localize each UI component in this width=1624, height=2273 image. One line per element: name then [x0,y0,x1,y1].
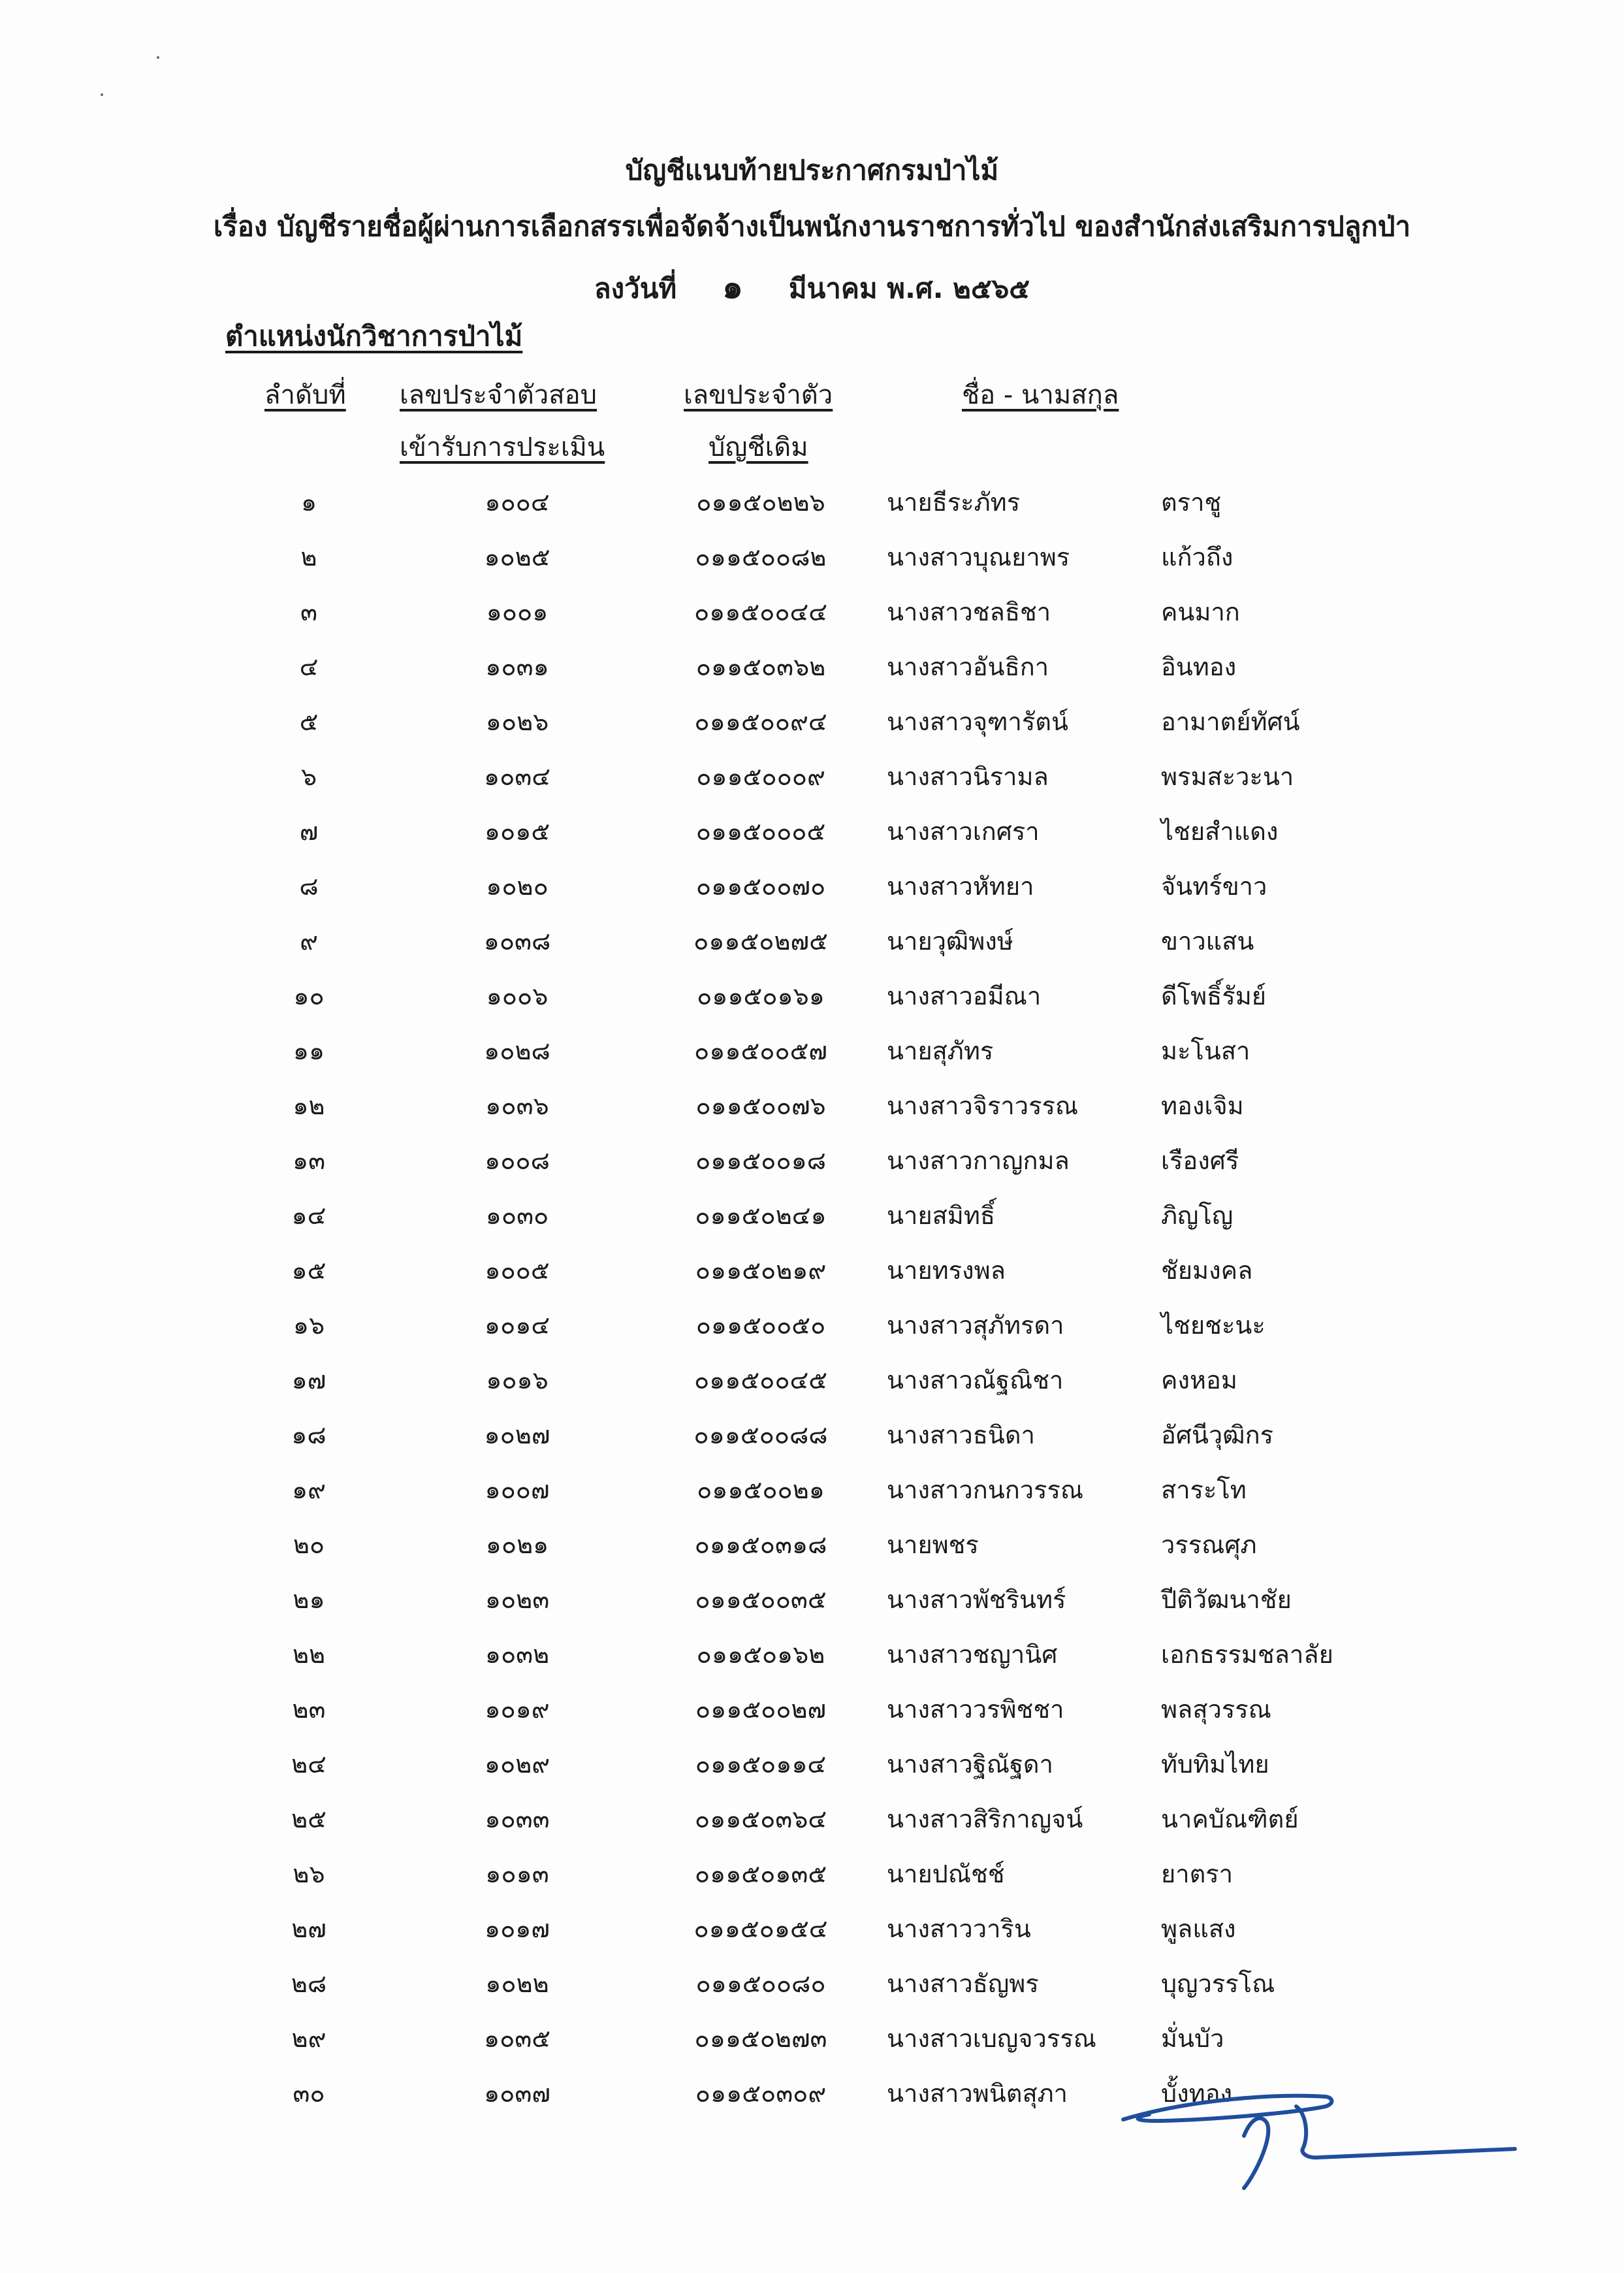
row-first-name: นางสาววาริน [887,1914,1031,1943]
row-order: ๒ [300,543,317,572]
row-last-name: เรืองศรี [1161,1146,1239,1175]
row-last-name: วรรณศุภ [1161,1530,1257,1559]
row-order: ๑๒ [293,1091,325,1120]
document-title: บัญชีแนบท้ายประกาศกรมป่าไม้ [625,154,999,186]
row-exam-id: ๑๐๓๓ [485,1805,550,1833]
row-order: ๑๕ [291,1256,326,1285]
row-order: ๒๔ [291,1750,326,1779]
row-old-id: ๐๑๑๕๐๐๑๘ [695,1146,827,1175]
row-old-id: ๐๑๑๕๐๐๘๐ [695,1969,826,1998]
row-last-name: ยาตรา [1161,1860,1234,1888]
row-order: ๒๙ [291,2024,326,2053]
row-first-name: นางสาวชลธิชา [887,598,1051,626]
row-last-name: เอกธรรมชลาลัย [1161,1640,1333,1669]
row-last-name: นาคบัณฑิตย์ [1161,1805,1299,1833]
row-order: ๑๗ [291,1366,326,1394]
row-last-name: ไชยสำแดง [1161,817,1279,846]
row-order: ๗ [299,817,319,846]
row-old-id: ๐๑๑๕๐๐๔๔ [693,598,828,626]
column-header-order: ลำดับที่ [264,380,346,410]
row-first-name: นายธีระภัทร [887,488,1021,517]
row-old-id: ๐๑๑๕๐๐๓๕ [695,1585,827,1614]
row-old-id: ๐๑๑๕๐๑๓๕ [694,1860,827,1888]
column-header-exam-id-line1: เลขประจำตัวสอบ [400,380,597,410]
row-exam-id: ๑๐๑๕ [484,817,550,846]
row-order: ๑๖ [293,1311,325,1340]
row-first-name: นางสาวอันธิกา [887,653,1049,681]
position-title: ตำแหน่งนักวิชาการป่าไม้ [225,320,523,352]
row-last-name: จันทร์ขาว [1161,872,1267,901]
row-order: ๒๓ [292,1695,326,1724]
row-first-name: นางสาววรพิชชา [887,1695,1064,1724]
row-first-name: นายปณัชช์ [887,1860,1005,1888]
row-old-id: ๐๑๑๕๐๑๖๑ [697,982,825,1010]
row-old-id: ๐๑๑๕๐๑๖๒ [696,1640,825,1669]
row-exam-id: ๑๐๑๓ [485,1860,549,1888]
row-order: ๒๕ [291,1805,326,1833]
row-order: ๖ [300,762,317,791]
row-order: ๑๑ [293,1037,325,1065]
row-last-name: สาระโท [1161,1475,1247,1504]
row-old-id: ๐๑๑๕๐๒๒๖ [696,488,825,517]
row-last-name: คงหอม [1161,1366,1237,1394]
date-day: ๑ [722,268,743,306]
scan-speck [101,93,103,96]
row-exam-id: ๑๐๓๗ [484,2079,550,2108]
row-order: ๒๑ [293,1585,325,1614]
row-order: ๑๘ [291,1421,326,1449]
row-old-id: ๐๑๑๕๐๑๑๔ [695,1750,827,1779]
row-first-name: นางสาวเกศรา [887,817,1040,846]
row-last-name: มั่นบัว [1161,2024,1224,2053]
row-first-name: นางสาวนิรามล [887,762,1049,791]
scan-speck [157,56,159,59]
row-old-id: ๐๑๑๕๐๑๕๔ [693,1914,828,1943]
row-old-id: ๐๑๑๕๐๐๔๕ [693,1366,828,1394]
row-old-id: ๐๑๑๕๐๐๗๐ [695,872,826,901]
row-last-name: คนมาก [1161,598,1240,626]
row-old-id: ๐๑๑๕๐๐๐๕ [695,817,826,846]
row-exam-id: ๑๐๑๗ [484,1914,550,1943]
row-exam-id: ๑๐๐๘ [485,1146,550,1175]
row-exam-id: ๑๐๒๘ [484,1037,550,1065]
row-order: ๑๙ [292,1475,326,1504]
row-first-name: นางสาวธนิดา [887,1421,1035,1449]
document-date [0,261,1624,313]
row-old-id: ๐๑๑๕๐๐๐๙ [696,762,825,791]
column-header-old-id-line2: บัญชีเดิม [709,432,808,462]
row-exam-id: ๑๐๒๕ [484,543,550,572]
row-old-id: ๐๑๑๕๐๓๐๙ [695,2079,827,2108]
row-last-name: ไชยชะนะ [1161,1311,1266,1340]
row-old-id: ๐๑๑๕๐๐๒๗ [695,1695,827,1724]
row-last-name: แก้วถึง [1161,543,1234,572]
row-order: ๑๐ [293,982,325,1010]
row-last-name: พูลแสง [1161,1914,1236,1943]
row-last-name: ชัยมงคล [1161,1256,1253,1285]
row-old-id: ๐๑๑๕๐๐๙๔ [694,707,827,736]
row-last-name: ปีติวัฒนาชัย [1161,1585,1292,1614]
row-last-name: อามาตย์ทัศน์ [1161,707,1300,736]
row-last-name: มะโนสา [1161,1037,1250,1065]
row-exam-id: ๑๐๓๕ [483,2024,551,2053]
row-last-name: ดีโพธิ์รัมย์ [1161,982,1267,1010]
row-order: ๒๗ [291,1914,326,1943]
row-order: ๒๘ [291,1969,327,1998]
row-last-name: พรมสะวะนา [1161,762,1294,791]
row-old-id: ๐๑๑๕๐๐๘๘ [693,1421,828,1449]
row-exam-id: ๑๐๑๙ [485,1695,550,1724]
row-old-id: ๐๑๑๕๐๐๘๒ [695,543,827,572]
row-first-name: นางสาวอมีณา [887,982,1042,1010]
row-order: ๒๒ [292,1640,326,1669]
row-first-name: นางสาวพนิตสุภา [887,2079,1068,2108]
row-order: ๒๖ [293,1860,325,1888]
row-last-name: อินทอง [1161,653,1237,681]
row-exam-id: ๑๐๒๐ [486,872,549,901]
row-first-name: นางสาวพัชรินทร์ [887,1585,1066,1614]
row-order: ๒๐ [293,1530,325,1559]
row-exam-id: ๑๐๒๙ [484,1750,550,1779]
row-last-name: ภิญโญ [1161,1201,1234,1230]
row-exam-id: ๑๐๑๖ [486,1366,549,1394]
row-old-id: ๐๑๑๕๐๐๒๑ [697,1475,825,1504]
row-first-name: นางสาวจุฑารัตน์ [887,707,1068,736]
row-exam-id: ๑๐๐๑ [486,598,549,626]
row-order: ๑๔ [291,1201,326,1230]
row-last-name: บั้งทอง [1161,2079,1233,2108]
row-last-name: ทับทิมไทย [1161,1750,1269,1779]
row-first-name: นายสุภัทร [887,1037,994,1065]
row-exam-id: ๑๐๓๖ [485,1091,549,1120]
row-old-id: ๐๑๑๕๐๒๗๕ [693,927,828,956]
row-last-name: บุญวรรโณ [1161,1969,1275,1998]
row-exam-id: ๑๐๓๑ [485,653,549,681]
row-first-name: นายทรงพล [887,1256,1006,1285]
row-exam-id: ๑๐๐๖ [486,982,549,1010]
row-last-name: ตราชู [1161,488,1222,517]
date-rest: มีนาคม พ.ศ. ๒๕๖๕ [788,272,1030,304]
row-first-name: นางสาวบุณยาพร [887,543,1070,572]
row-exam-id: ๑๐๓๐ [485,1201,549,1230]
row-order: ๕ [299,707,319,736]
row-first-name: นางสาวชญานิศ [887,1640,1058,1669]
column-header-name: ชื่อ - นามสกุล [962,380,1119,410]
row-old-id: ๐๑๑๕๐๒๔๑ [695,1201,827,1230]
row-first-name: นายวุฒิพงษ์ [887,927,1013,956]
row-first-name: นางสาวหัทยา [887,872,1034,901]
row-first-name: นางสาวเบญจวรรณ [887,2024,1096,2053]
row-exam-id: ๑๐๓๘ [483,927,551,956]
row-first-name: นายสมิทธิ์ [887,1201,996,1230]
row-order: ๑๓ [292,1146,326,1175]
row-first-name: นายพชร [887,1530,979,1559]
row-first-name: นางสาวณัฐณิชา [887,1366,1064,1394]
row-last-name: ทองเจิม [1161,1091,1244,1120]
column-header-exam-id-line2: เข้ารับการประเมิน [400,432,605,462]
row-order: ๓๐ [293,2079,325,2108]
row-first-name: นางสาวกนกวรรณ [887,1475,1084,1504]
row-old-id: ๐๑๑๕๐๒๗๓ [694,2024,827,2053]
row-order: ๑ [300,488,317,517]
row-last-name: ขาวแสน [1161,927,1254,956]
row-last-name: พลสุวรรณ [1161,1695,1271,1724]
row-exam-id: ๑๐๑๔ [484,1311,550,1340]
row-old-id: ๐๑๑๕๐๐๗๖ [695,1091,826,1120]
row-order: ๘ [299,872,319,901]
row-first-name: นางสาวจิราวรรณ [887,1091,1079,1120]
row-exam-id: ๑๐๐๕ [485,1256,550,1285]
row-exam-id: ๑๐๓๔ [483,762,551,791]
column-header-old-id-line1: เลขประจำตัว [684,380,833,410]
row-old-id: ๐๑๑๕๐๓๖๒ [695,653,826,681]
row-last-name: อัศนีวุฒิกร [1161,1421,1274,1449]
row-exam-id: ๑๐๒๑ [485,1530,549,1559]
date-prefix: ลงวันที่ [594,272,677,304]
row-first-name: นางสาวฐิณัฐดา [887,1750,1053,1779]
signature-image [1110,2074,1528,2198]
row-order: ๙ [300,927,318,956]
row-exam-id: ๑๐๒๒ [485,1969,549,1998]
row-old-id: ๐๑๑๕๐๓๖๔ [694,1805,827,1833]
row-order: ๓ [300,598,317,626]
row-exam-id: ๑๐๐๗ [485,1475,550,1504]
row-exam-id: ๑๐๐๔ [485,488,550,517]
row-old-id: ๐๑๑๕๐๐๕๐ [695,1311,826,1340]
row-old-id: ๐๑๑๕๐๒๑๙ [695,1256,827,1285]
row-first-name: นางสาวธัญพร [887,1969,1039,1998]
row-exam-id: ๑๐๒๖ [485,707,549,736]
row-first-name: นางสาวสุภัทรดา [887,1311,1064,1340]
row-first-name: นางสาวกาญกมล [887,1146,1070,1175]
row-exam-id: ๑๐๓๒ [485,1640,550,1669]
row-exam-id: ๑๐๒๓ [485,1585,550,1614]
row-old-id: ๐๑๑๕๐๐๕๗ [694,1037,827,1065]
document-subject: เรื่อง บัญชีรายชื่อผู้ผ่านการเลือกสรรเพื่อจัดจ้างเป็นพนักงานราชการทั่วไป ของสำนักส่งเสริมการปลูกป่า [213,210,1411,242]
row-exam-id: ๑๐๒๗ [484,1421,550,1449]
row-first-name: นางสาวสิริกาญจน์ [887,1805,1083,1833]
row-old-id: ๐๑๑๕๐๓๑๘ [694,1530,827,1559]
row-order: ๔ [299,653,319,681]
